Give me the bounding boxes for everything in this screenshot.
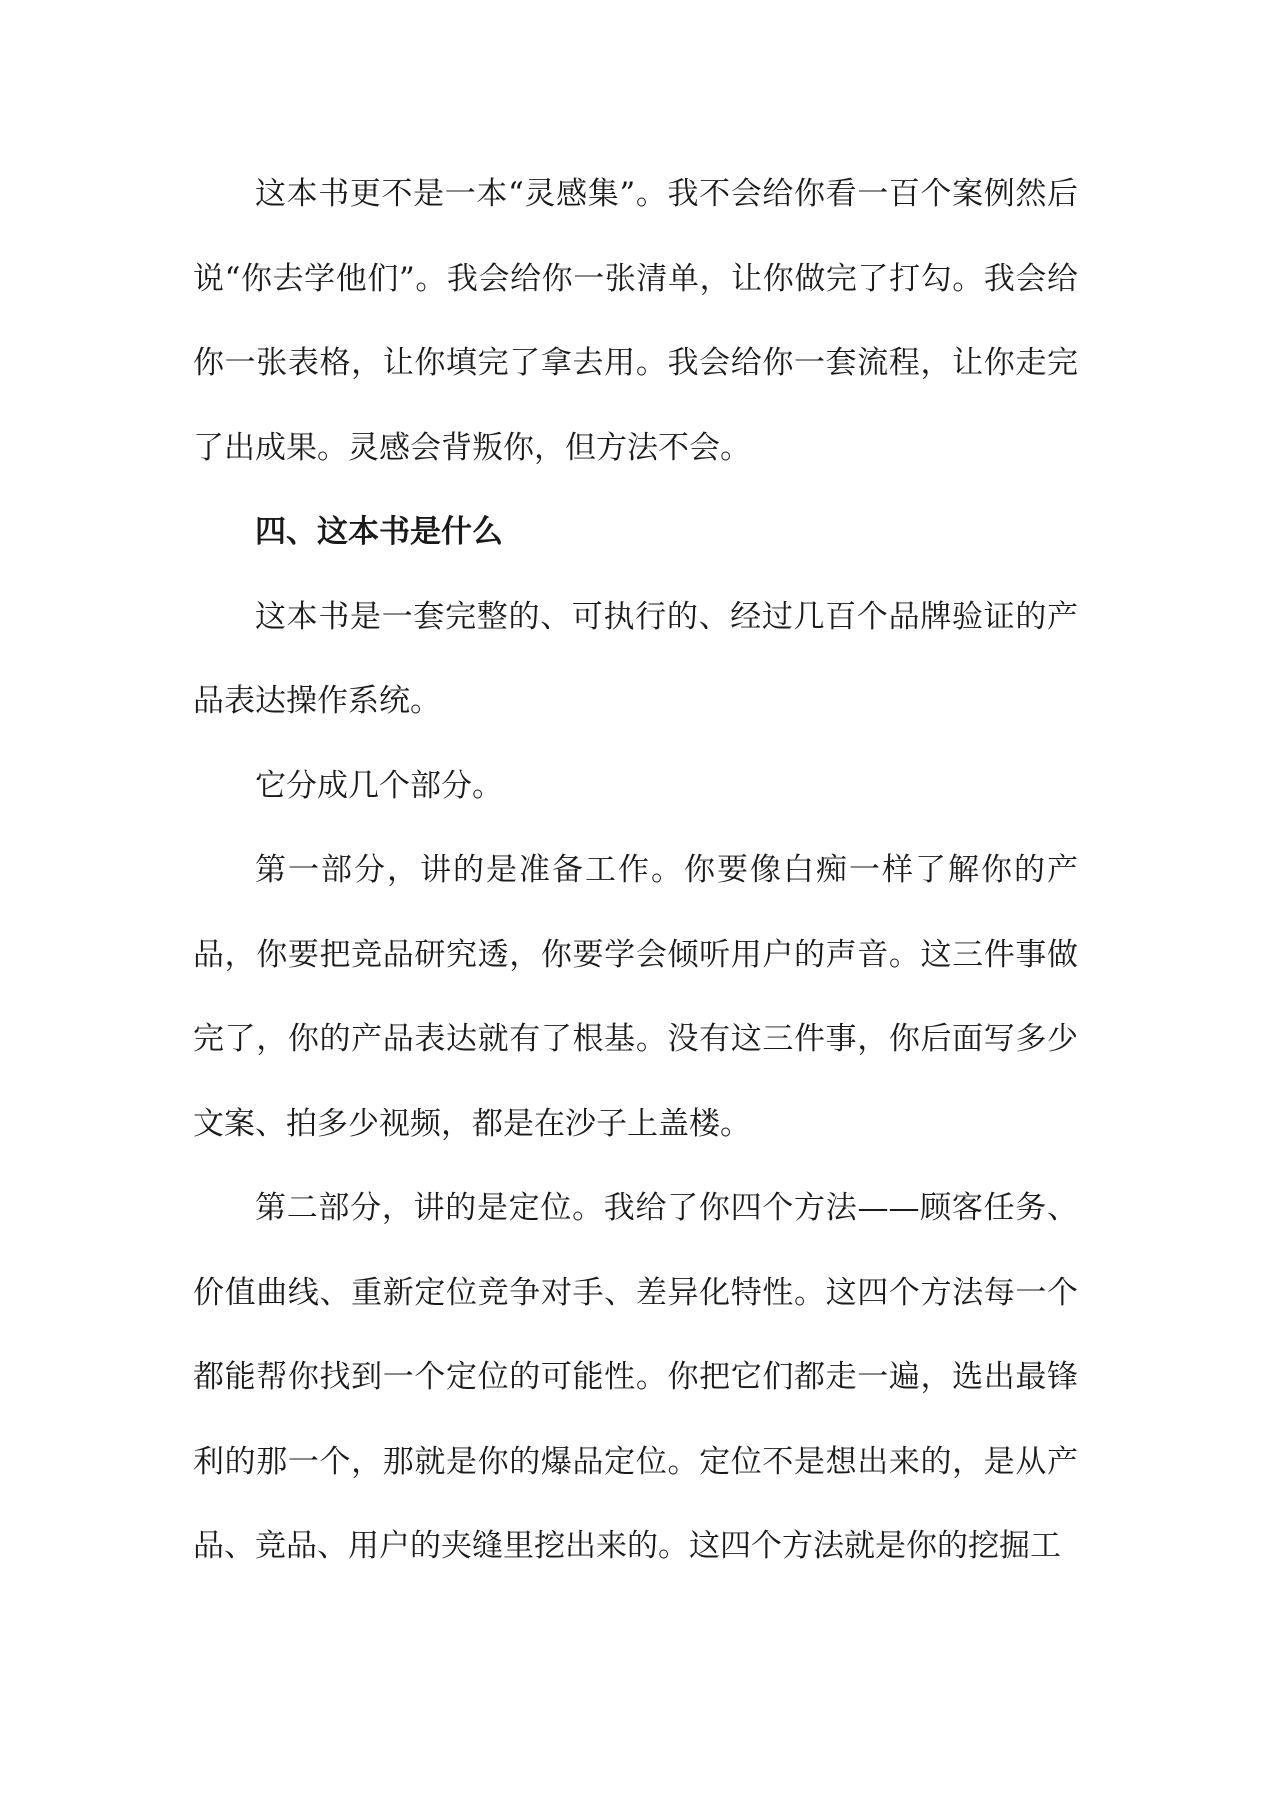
body-text — [193, 152, 1078, 1589]
paragraph-parts-intro: 它分成几个部分。 — [255, 767, 503, 804]
paragraph-book-definition: 这本书是一套完整的、可执行的、经过几百个品牌验证的产品表达操作系统。 — [193, 598, 1078, 719]
section-heading: 四、这本书是什么 — [255, 514, 503, 550]
paragraph-part-two: 第二部分，讲的是定位。我给了你四个方法——顾客任务、价值曲线、重新定位竞争对手、差异化特性。这四个方法每一个都能帮你找到一个定位的可能性。你把它们都走一遍，选出最锋利的那一个，那就是你的爆品定位。定位不是想出来的，是从产品、竞品、用户的夹缝里挖出来的。这四个方法就是你的挖掘工 — [193, 1190, 1078, 1564]
paragraph-part-one: 第一部分，讲的是准备工作。你要像白痴一样了解你的产品，你要把竞品研究透，你要学会倾听用户的声音。这三件事做完了，你的产品表达就有了根基。没有这三件事，你后面写多少文案、拍多少视频，都是在沙子上盖楼。 — [193, 852, 1078, 1142]
paragraph-not-inspiration: 这本书更不是一本“灵感集”。我不会给你看一百个案例然后说“你去学他们”。我会给你一张清单，让你做完了打勾。我会给你一张表格，让你填完了拿去用。我会给你一套流程，让你走完了出成果。灵感会背叛你，但方法不会。 — [193, 176, 1078, 466]
